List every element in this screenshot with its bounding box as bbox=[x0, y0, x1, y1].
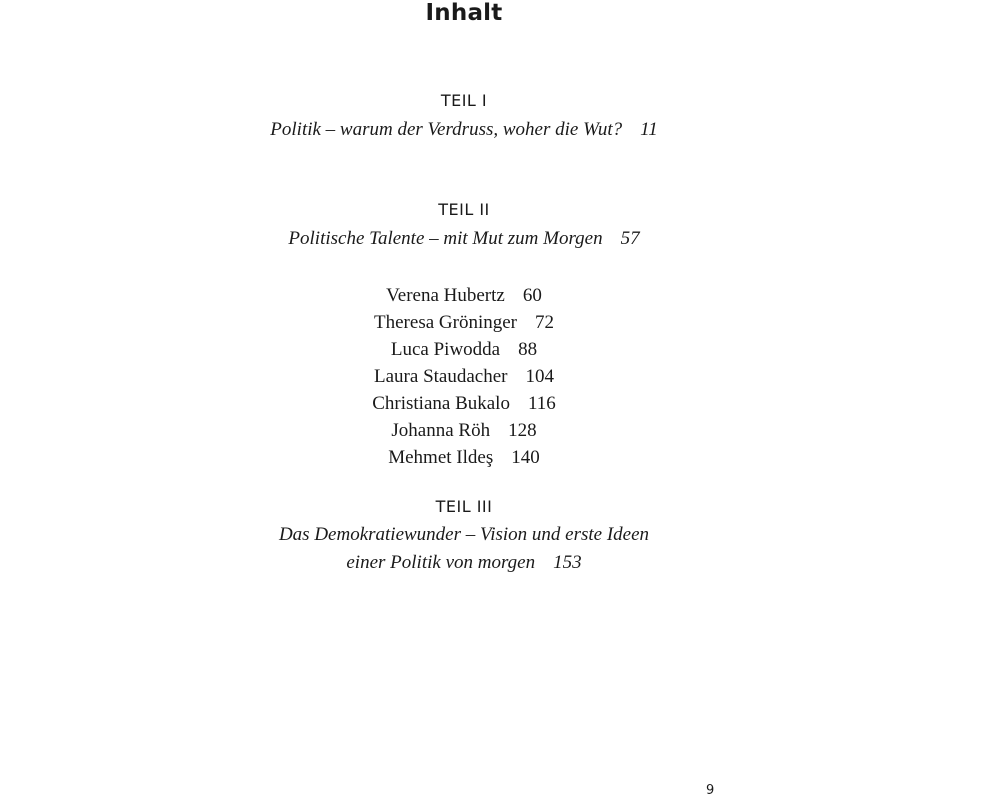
chapter-name: Laura Staudacher bbox=[374, 366, 508, 387]
part-3-label: TEIL III bbox=[435, 497, 493, 516]
part-1-label: TEIL I bbox=[440, 91, 488, 110]
part-3-title-line-1: Das Demokratiewunder – Vision und erste Ideen bbox=[278, 524, 650, 545]
chapter-name: Verena Hubertz bbox=[386, 285, 505, 306]
chapter-page: 104 bbox=[525, 366, 554, 387]
chapter-entry[interactable] bbox=[0, 336, 928, 363]
chapter-entry[interactable] bbox=[0, 444, 928, 471]
part-2-label: TEIL II bbox=[438, 200, 490, 219]
page-title: Inhalt bbox=[425, 0, 503, 26]
chapter-name: Luca Piwodda bbox=[390, 339, 501, 360]
part-1-title bbox=[0, 116, 928, 144]
part-2-page: 57 bbox=[620, 228, 640, 249]
chapter-page: 88 bbox=[518, 339, 538, 360]
chapter-name: Theresa Gröninger bbox=[374, 312, 517, 333]
chapter-page: 140 bbox=[511, 447, 540, 468]
chapter-entry[interactable] bbox=[0, 309, 928, 336]
part-3-title-text: einer Politik von morgen bbox=[346, 552, 536, 573]
part-1-page: 11 bbox=[640, 119, 658, 140]
chapter-entry[interactable] bbox=[0, 282, 928, 309]
chapter-name: Christiana Bukalo bbox=[372, 393, 510, 414]
part-2-title bbox=[0, 225, 928, 253]
chapter-entry[interactable] bbox=[0, 390, 928, 417]
part-3-title-line-2 bbox=[0, 549, 928, 577]
page-number: 9 bbox=[706, 783, 715, 798]
part-3-page: 153 bbox=[553, 552, 582, 573]
chapter-entry[interactable] bbox=[0, 363, 928, 390]
part-3-title bbox=[0, 521, 928, 577]
chapter-list bbox=[0, 282, 928, 471]
chapter-entry[interactable] bbox=[0, 417, 928, 444]
chapter-page: 116 bbox=[527, 393, 556, 414]
chapter-page: 72 bbox=[534, 312, 554, 333]
chapter-page: 60 bbox=[522, 285, 542, 306]
chapter-page: 128 bbox=[508, 420, 537, 441]
part-1-title-text: Politik – warum der Verdruss, woher die Wut? bbox=[270, 119, 623, 140]
chapter-name: Johanna Röh bbox=[391, 420, 491, 441]
part-2-title-text: Politische Talente – mit Mut zum Morgen bbox=[288, 228, 603, 249]
chapter-name: Mehmet Ildeş bbox=[388, 447, 494, 468]
